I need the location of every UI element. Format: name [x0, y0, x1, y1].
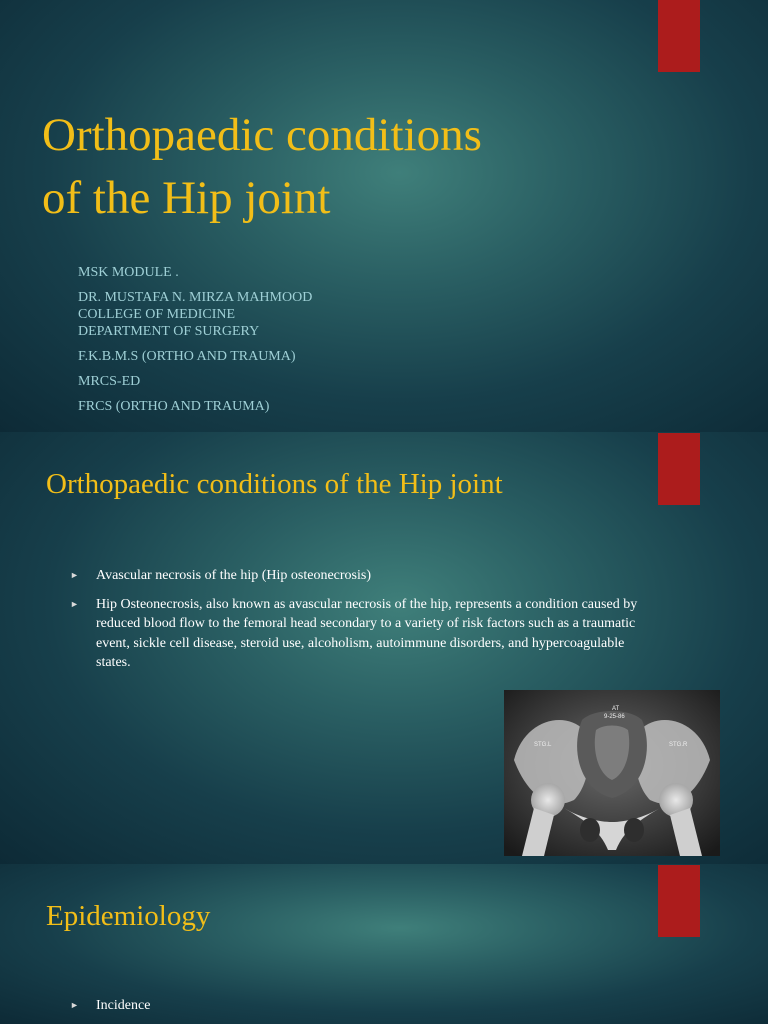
bullet-text: Incidence	[96, 998, 151, 1013]
bullet-arrow-icon: ►	[70, 1000, 79, 1010]
bullet-item	[70, 566, 640, 586]
slide-title-heading	[42, 104, 642, 230]
xray-label-right: STG.R	[669, 742, 688, 748]
bullet-text: Avascular necrosis of the hip (Hip osteonecrosis)	[96, 568, 371, 583]
subtitle-line-department: DEPARTMENT OF SURGERY	[78, 324, 260, 339]
bullet-item	[70, 996, 640, 1016]
subtitle-line-module: MSK MODULE .	[78, 265, 179, 280]
pelvis-xray-image	[504, 690, 720, 856]
subtitle-line-fkbms: F.K.B.M.S (ORTHO AND TRAUMA)	[78, 349, 296, 364]
xray-label-date: 9-25-86	[604, 714, 625, 720]
bullet-arrow-icon: ►	[70, 570, 79, 580]
slide-hip-osteonecrosis	[0, 432, 768, 864]
title-line-2: of the Hip joint	[42, 172, 331, 224]
bullet-arrow-icon: ►	[70, 598, 79, 609]
slide-heading: Orthopaedic conditions of the Hip joint	[46, 468, 503, 500]
bullet-list	[70, 996, 640, 1024]
accent-bar	[658, 433, 700, 505]
slide-title	[0, 0, 768, 432]
xray-drawing	[504, 690, 720, 856]
slide-epidemiology	[0, 864, 768, 1024]
xray-label-at: AT	[612, 706, 620, 712]
subtitle-line-author: DR. MUSTAFA N. MIRZA MAHMOOD	[78, 290, 313, 305]
subtitle-line-frcs: FRCS (ORTHO AND TRAUMA)	[78, 399, 270, 414]
subtitle-line-college: COLLEGE OF MEDICINE	[78, 307, 236, 322]
accent-bar	[658, 865, 700, 937]
subtitle-line-mrcs: MRCS-ED	[78, 374, 141, 389]
bullet-item	[70, 595, 640, 673]
xray-label-left: STG.L	[534, 742, 552, 748]
bullet-text: Hip Osteonecrosis, also known as avascular necrosis of the hip, represents a condition caused by reduced blood flow to the femoral head secondary to a variety of risk factors such as a traumatic event, sickle cell disease, steroid use, alcoholism, autoimmune disorders, and hypercoagulable states.	[96, 596, 638, 670]
title-line-1: Orthopaedic conditions	[42, 109, 482, 161]
author-info	[78, 264, 518, 423]
bullet-list	[70, 566, 640, 682]
slide-heading: Epidemiology	[46, 900, 211, 932]
accent-bar	[658, 0, 700, 72]
